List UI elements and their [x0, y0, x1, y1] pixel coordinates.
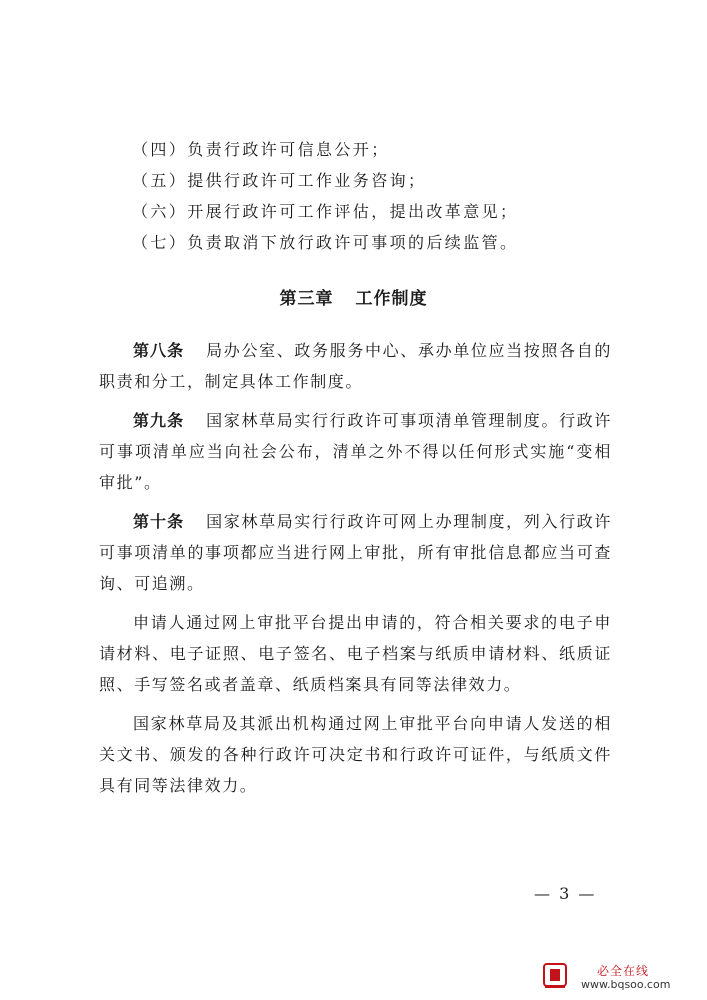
paragraph: 国家林草局及其派出机构通过网上审批平台向申请人发送的相关文书、颁发的各种行政许可决定书和行政许可证件，与纸质文件具有同等法律效力。	[99, 714, 612, 795]
article-10	[99, 506, 612, 599]
article-label: 第八条	[133, 341, 185, 360]
watermark-url[interactable]: www.bqsoo.com	[581, 978, 671, 991]
watermark[interactable]	[541, 960, 701, 994]
list-item: （六）开展行政许可工作评估，提出改革意见；	[132, 202, 519, 221]
chapter-number: 第三章	[279, 289, 334, 309]
article-text: 国家林草局实行行政许可网上办理制度，列入行政许可事项清单的事项都应当进行网上审批，所有审批信息都应当可查询、可追溯。	[99, 512, 612, 593]
list-item: （七）负责取消下放行政许可事项的后续监管。	[132, 233, 519, 252]
article-9	[99, 405, 612, 498]
chapter-title: 工作制度	[355, 289, 428, 309]
list-item: （四）负责行政许可信息公开；	[132, 140, 390, 159]
chapter-heading	[0, 284, 707, 309]
watermark-title: 必全在线	[597, 964, 650, 978]
paragraph: 申请人通过网上审批平台提出申请的，符合相关要求的电子申请材料、电子证照、电子签名、电子档案与纸质申请材料、纸质证照、手写签名或者盖章、纸质档案具有同等法律效力。	[99, 613, 612, 694]
page-number: — 3 —	[534, 884, 597, 903]
bqsoo-logo-icon	[541, 962, 569, 990]
article-8	[99, 335, 612, 397]
article-label: 第十条	[133, 512, 185, 531]
article-text: 局办公室、政务服务中心、承办单位应当按照各自的职责和分工，制定具体工作制度。	[99, 341, 612, 391]
article-text: 国家林草局实行行政许可事项清单管理制度。行政许可事项清单应当向社会公布，清单之外不得以任何形式实施“变相审批”。	[99, 411, 612, 492]
article-label: 第九条	[133, 411, 185, 430]
duty-list	[132, 134, 592, 258]
list-item: （五）提供行政许可工作业务咨询；	[132, 171, 427, 190]
chapter-body	[99, 335, 612, 801]
